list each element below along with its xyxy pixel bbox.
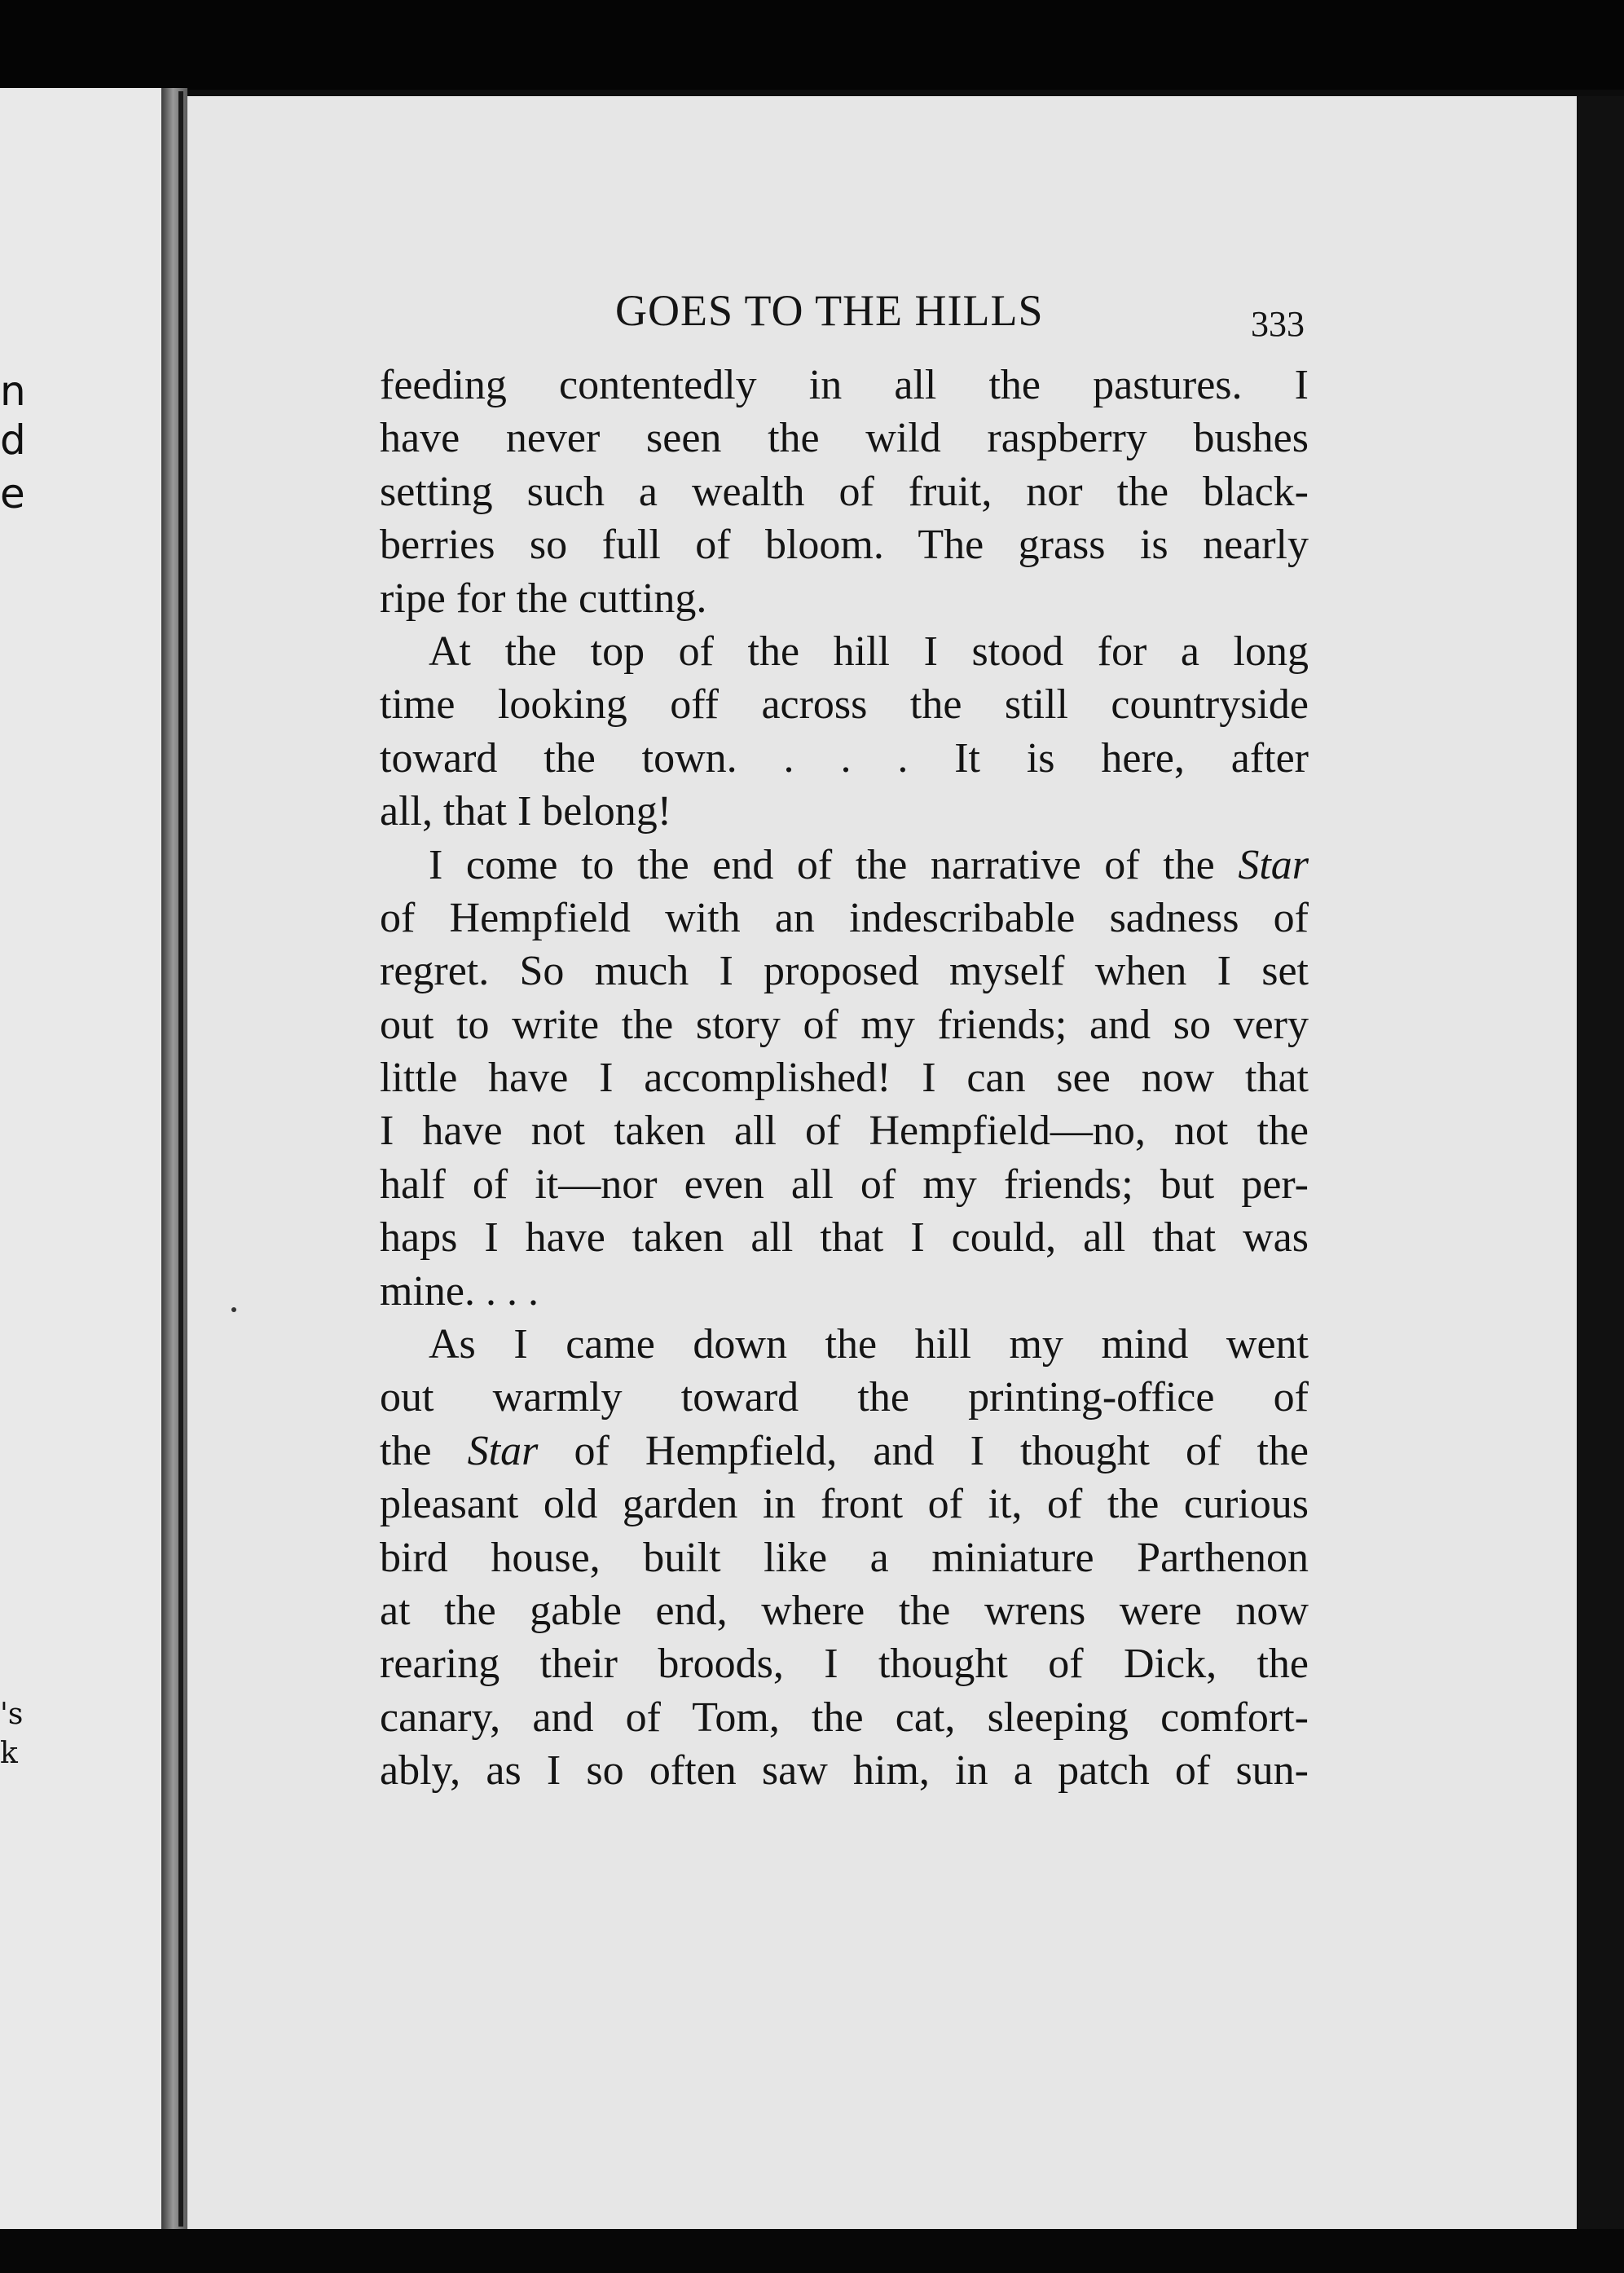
text-run: the [380,1427,468,1474]
running-head: GOES TO THE HILLS [615,286,1044,335]
text-line: ripe for the cutting. [380,575,707,622]
left-page-fragment: n [0,368,26,415]
body-text [380,359,1309,1798]
text-run: of Hempfield, and I thought of the [538,1427,1309,1474]
page-number: 333 [1251,304,1305,344]
left-page-fragment: k [0,1737,18,1770]
margin-mark [231,1307,236,1312]
text-line: As I came down the hill my mind went [429,1321,1309,1368]
text-line: of Hempfield with an indescribable sadness of [380,894,1309,941]
text-line: mine. . . . [380,1267,539,1315]
text-line: rearing their broods, I thought of Dick, the [380,1641,1309,1688]
left-page-fragment: e [0,470,25,518]
italic-title: Star [1238,841,1309,888]
text-run: I come to the end of the narrative of the [429,841,1239,888]
text-line: haps I have taken all that I could, all that was [380,1214,1309,1262]
text-line: setting such a wealth of fruit, nor the black- [380,468,1309,515]
text-line: all, that I belong! [380,788,672,835]
text-line: toward the town. . . . It is here, after [380,734,1309,782]
spine-shadow [178,91,183,2227]
left-page-fragment: d [0,416,26,464]
text-line [380,1425,1309,1478]
scan-top-border [0,0,1624,90]
left-page-fragment: 's [0,1698,24,1731]
text-line: out warmly toward the printing-office of [380,1374,1309,1421]
text-line: little have I accomplished! I can see now that [380,1055,1309,1102]
text-line: ably, as I so often saw him, in a patch of sun- [380,1747,1309,1795]
book-gutter [161,88,187,2230]
text-line: regret. So much I proposed myself when I set [380,948,1309,995]
text-line: pleasant old garden in front of it, of the curious [380,1481,1309,1528]
text-line: time looking off across the still countryside [380,681,1309,729]
text-line [380,839,1309,892]
text-line: canary, and of Tom, the cat, sleeping comfort- [380,1694,1309,1741]
text-line: berries so full of bloom. The grass is nearly [380,522,1309,569]
text-line: feeding contentedly in all the pastures. I [380,362,1309,408]
text-line: half of it—nor even all of my friends; but per- [380,1161,1309,1208]
text-line: at the gable end, where the wrens were now [380,1587,1309,1634]
scan-right-border [1577,96,1624,2231]
text-line: bird house, built like a miniature Parthenon [380,1534,1309,1581]
scan-bottom-border [0,2229,1624,2273]
text-line: I have not taken all of Hempfield—no, not the [380,1108,1309,1155]
italic-title: Star [467,1427,539,1474]
text-line: out to write the story of my friends; and so very [380,1001,1309,1048]
text-line: At the top of the hill I stood for a long [429,628,1309,675]
text-line: have never seen the wild raspberry bushes [380,415,1309,462]
